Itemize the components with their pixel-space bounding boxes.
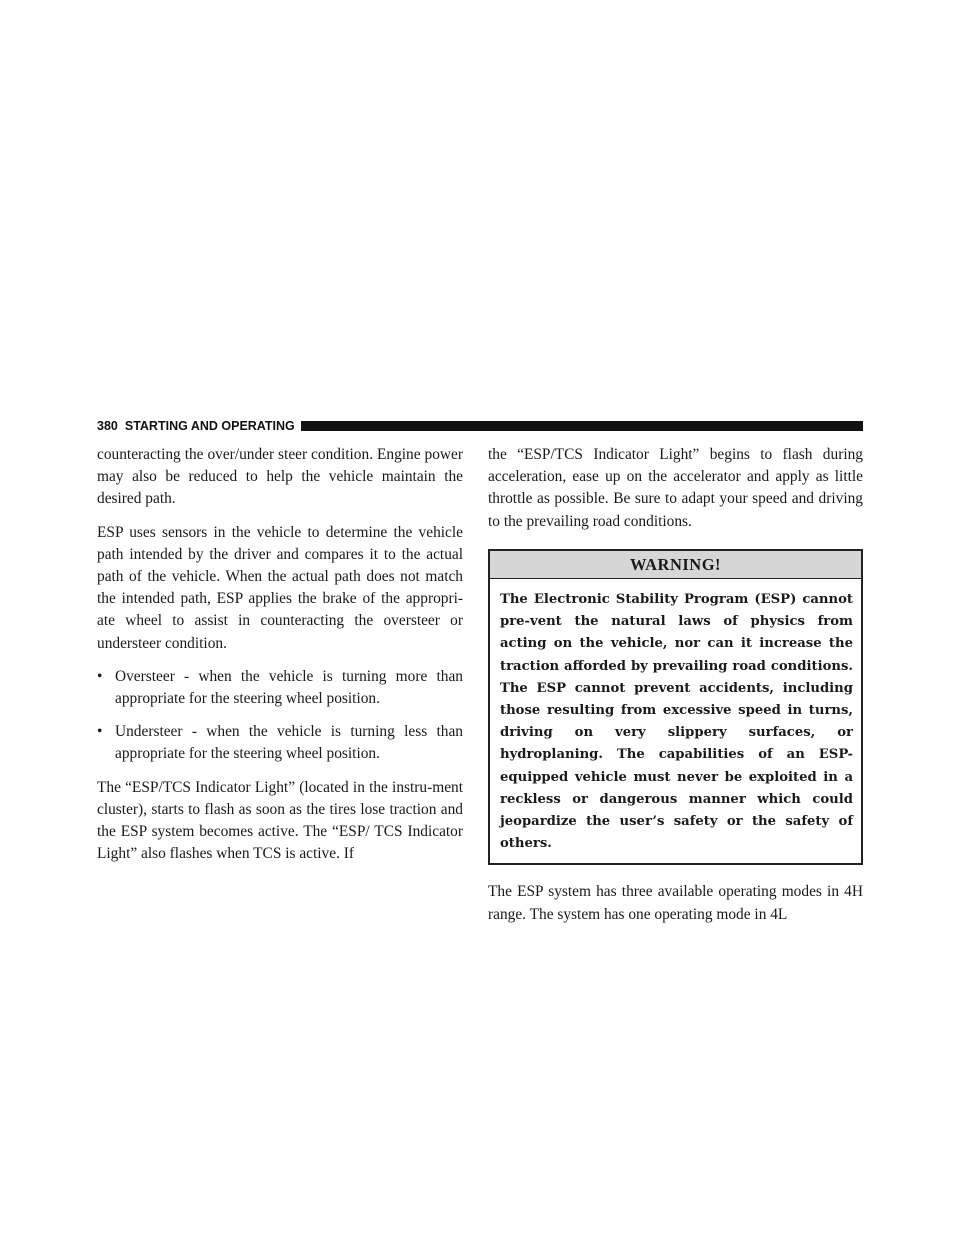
- warning-title: WARNING!: [490, 551, 861, 579]
- paragraph: counteracting the over/under steer condition. Engine power may also be reduced to help the vehicle maintain the desired path.: [97, 446, 463, 508]
- bullet-icon: •: [97, 723, 103, 741]
- warning-text: The Electronic Stability Program (ESP) cannot pre-vent the natural laws of physics from acting on the vehicle, nor can it increase the traction afforded by prevailing road conditions. The ESP cannot prevent accidents, including those resulting from excessive speed in turns, driving on very slippery surfaces, or hydroplaning. The capabilities of an ESP-equipped vehicle must never be exploited in a reckless or dangerous manner which could jeopardize the user’s safety or the safety of others.: [500, 592, 853, 852]
- bullet-icon: •: [97, 667, 103, 685]
- page-number: 380: [97, 419, 118, 433]
- warning-box: [488, 549, 863, 866]
- list-item-text: Understeer - when the vehicle is turning less than appropriate for the steering wheel position.: [115, 723, 463, 763]
- paragraph: the “ESP/TCS Indicator Light” begins to flash during acceleration, ease up on the accelerator and apply as little throttle as possible. Be sure to adapt your speed and driving to the prevailing road conditions.: [488, 446, 863, 530]
- right-column: [488, 444, 863, 926]
- section-title: STARTING AND OPERATING: [124, 419, 295, 433]
- page-header: [97, 417, 863, 435]
- list-item-text: Oversteer - when the vehicle is turning more than appropriate for the steering wheel position.: [115, 667, 463, 708]
- list-item: [97, 666, 463, 710]
- left-column: [97, 444, 463, 865]
- list-item: [97, 721, 463, 765]
- paragraph: The ESP system has three available operating modes in 4H range. The system has one operating mode in 4L: [488, 883, 863, 923]
- paragraph: ESP uses sensors in the vehicle to determine the vehicle path intended by the driver and compares it to the actual path of the vehicle. When the actual path does not match the intended path, ESP applies the brake of the appropri-ate wheel to assist in counteracting the oversteer or understeer condition.: [97, 523, 463, 652]
- paragraph: The “ESP/TCS Indicator Light” (located in the instru-ment cluster), starts to flash as soon as the tires lose traction and the ESP system becomes active. The “ESP/ TCS Indicator Light” also flashes when TCS is active. If: [97, 778, 463, 863]
- bullet-list: [97, 666, 463, 766]
- header-rule: [301, 421, 863, 431]
